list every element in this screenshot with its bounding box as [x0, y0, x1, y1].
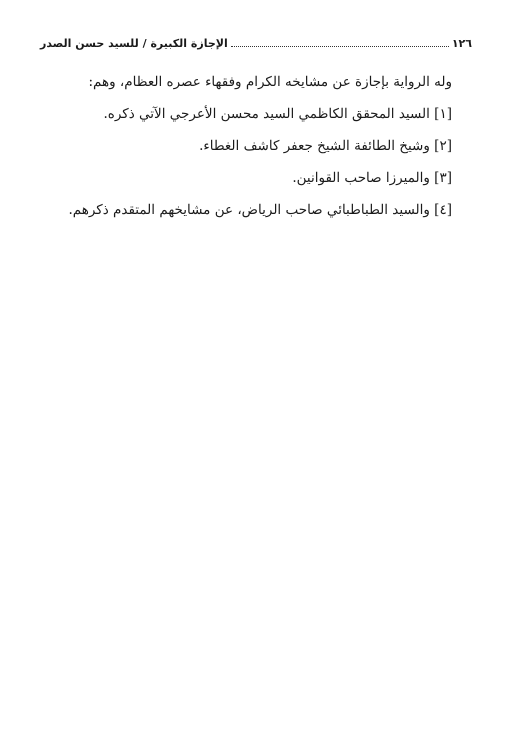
list-item-3: [٣] والميرزا صاحب القوانين. [292, 170, 452, 186]
list-item-4: [٤] والسيد الطباطبائي صاحب الرياض، عن مشايخهم المتقدم ذكرهم. [68, 202, 452, 218]
list-item-2: [٢] وشيخ الطائفة الشيخ جعفر كاشف الغطاء. [199, 138, 452, 154]
page-number: ١٢٦ [451, 37, 472, 50]
intro-line: وله الرواية بإجازة عن مشايخه الكرام وفقهاء عصره العظام، وهم: [88, 74, 452, 90]
running-header [40, 34, 472, 50]
list-item-1: [١] السيد المحقق الكاظمي السيد محسن الأعرجي الآتي ذكره. [103, 106, 452, 122]
header-title: الإجازة الكبيرة / للسيد حسن الصدر [40, 37, 228, 50]
header-leader-dots [231, 45, 449, 47]
body-text [40, 66, 452, 226]
